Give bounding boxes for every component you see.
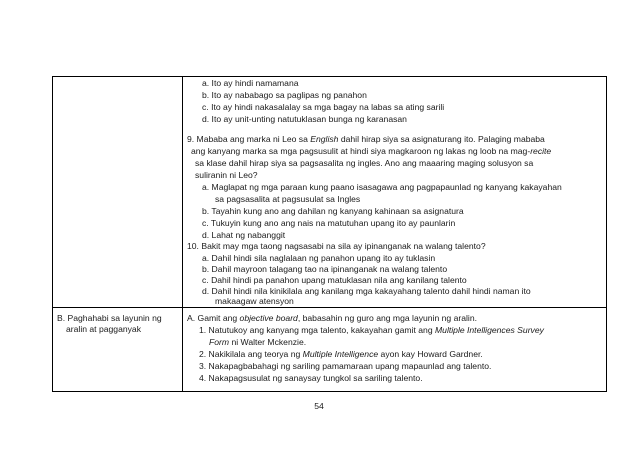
- q10-option-d-cont: makaagaw atensyon: [215, 296, 294, 306]
- objective-1-cont: Form ni Walter Mckenzie.: [209, 337, 307, 347]
- q10-option-d: d. Dahil hindi nila kinikilala ang kanilang mga kakayahang talento dahil hindi naman ito: [202, 286, 531, 296]
- table-left-border: [52, 76, 53, 392]
- q10-option-c: c. Dahil hindi pa panahon upang matuklasan nila ang kanilang talento: [202, 275, 467, 285]
- q9-stem-line-3: sa klase dahil hirap siya sa pagsasalita ng ingles. Ano ang maaaring maging solusyon sa: [195, 158, 534, 168]
- q8-option-a: a. Ito ay hindi namamana: [202, 78, 299, 88]
- q10-option-a: a. Dahil hindi sila naglalaan ng panahon upang ito ay tuklasin: [202, 253, 436, 263]
- section-b-label-line-2: aralin at pagganyak: [66, 324, 142, 335]
- q10-stem: 10. Bakit may mga taong nagsasabi na sila ay ipinanganak na walang talento?: [187, 241, 486, 251]
- table-column-divider: [182, 76, 183, 392]
- objective-2: 2. Nakikilala ang teorya ng Multiple Intelligence ayon kay Howard Gardner.: [199, 349, 483, 359]
- section-b-intro: A. Gamit ang objective board, babasahin ng guro ang mga layunin ng aralin.: [187, 313, 478, 323]
- q8-option-b: b. Ito ay nababago sa paglipas ng panahon: [202, 90, 367, 100]
- q10-option-b: b. Dahil mayroon talagang tao na ipinanganak na walang talento: [202, 264, 448, 274]
- table-bottom-border: [52, 391, 607, 392]
- table-row-divider: [52, 307, 607, 308]
- q9-option-c: c. Tukuyin kung ano ang nais na matutuhan upang ito ay paunlarin: [202, 218, 456, 228]
- q9-stem-line-2: ang kanyang marka sa mga pagsusulit at hindi siya magkaroon ng lakas ng loob na mag-recite: [191, 146, 552, 156]
- q9-stem-line-1: 9. Mababa ang marka ni Leo sa English dahil hirap siya sa asignaturang ito. Palaging mababa: [187, 134, 545, 144]
- page-number: 54: [314, 401, 324, 411]
- section-b-label-line-1: B. Paghahabi sa layunin ng: [57, 313, 162, 323]
- table-right-border: [606, 76, 607, 392]
- objective-3: 3. Nakapagbabahagi ng sariling pamamaraan upang mapaunlad ang talento.: [199, 361, 492, 371]
- objective-4: 4. Nakapagsusulat ng sanaysay tungkol sa sariling talento.: [199, 373, 423, 383]
- table-top-border: [52, 76, 607, 77]
- q8-option-d: d. Ito ay unit-unting natutuklasan bunga ng karanasan: [202, 114, 407, 124]
- q9-option-a: a. Maglapat ng mga paraan kung paano isasagawa ang pagpapaunlad ng kanyang kakayahan: [202, 182, 562, 192]
- section-b-label: [57, 313, 162, 335]
- objective-1: 1. Natutukoy ang kanyang mga talento, kakayahan gamit ang Multiple Intelligences Survey: [199, 325, 544, 335]
- q9-option-d: d. Lahat ng nabanggit: [202, 230, 286, 240]
- q9-option-b: b. Tayahin kung ano ang dahilan ng kanyang kahinaan sa asignatura: [202, 206, 464, 216]
- q8-option-c: c. Ito ay hindi nakasalalay sa mga bagay na labas sa ating sarili: [202, 102, 445, 112]
- q9-stem-line-4: suliranin ni Leo?: [195, 170, 258, 180]
- q9-option-a-cont: sa pagsasalita at pagsusulat sa Ingles: [215, 194, 361, 204]
